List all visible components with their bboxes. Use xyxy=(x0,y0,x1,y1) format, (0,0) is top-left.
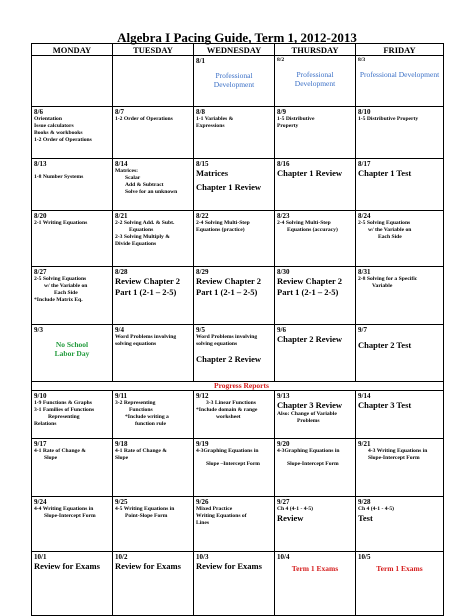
cell-text: Chapter 2 Test xyxy=(358,340,412,351)
cell-text: Orientation xyxy=(34,116,62,123)
cell-text: Writing Equations of xyxy=(196,513,247,520)
cell-text: *Include writing a xyxy=(125,414,169,421)
cell-text: Professional Development xyxy=(294,69,336,88)
cell-date: 10/2 xyxy=(115,553,128,561)
day-cell-8-8 xyxy=(194,107,275,159)
cell-text: solving equations xyxy=(115,341,157,348)
cell-text: Books & workbooks xyxy=(34,130,83,137)
day-cell-8-13 xyxy=(32,159,113,211)
cell-date: 9/11 xyxy=(115,392,128,400)
cell-text: Scalar xyxy=(125,175,141,182)
cell-date: 8/7 xyxy=(115,108,124,116)
day-cell-9-11 xyxy=(113,391,194,439)
day-cell-8-30 xyxy=(275,267,356,325)
cell-text: Professional Development xyxy=(213,71,255,90)
week-row-4 xyxy=(32,211,444,267)
cell-date: 9/21 xyxy=(358,440,371,448)
cell-text: Chapter 3 Review xyxy=(277,400,342,411)
cell-date: 8/14 xyxy=(115,160,128,168)
cell-text: Equations (accuracy) xyxy=(287,227,338,234)
cell-text: Ch 4 (4-1 - 4-5) xyxy=(358,506,395,513)
cell-text: Review Chapter 2 xyxy=(277,276,342,287)
day-cell-10-1 xyxy=(32,552,113,616)
day-cell-empty xyxy=(113,56,194,107)
cell-date: 9/3 xyxy=(34,326,43,334)
cell-text: Chapter 1 Review xyxy=(196,182,261,193)
cell-date: 8/9 xyxy=(277,108,286,116)
cell-date: 8/22 xyxy=(196,212,209,220)
cell-date: 8/17 xyxy=(358,160,371,168)
week-row-2 xyxy=(32,107,444,159)
cell-text: Problems xyxy=(297,417,320,424)
cell-date: 8/30 xyxy=(277,268,290,276)
cell-text: *Include domain & range xyxy=(196,407,258,414)
cell-text: function rule xyxy=(135,420,166,427)
cell-text: Divide Equations xyxy=(115,240,157,247)
day-cell-9-27 xyxy=(275,497,356,552)
day-cell-9-14 xyxy=(356,391,444,439)
cell-date: 8/13 xyxy=(34,160,47,168)
cell-date: 8/10 xyxy=(358,108,371,116)
cell-date: 8/20 xyxy=(34,212,47,220)
cell-text: Labor Day xyxy=(54,349,90,359)
cell-date: 8/3 xyxy=(358,57,366,63)
cell-text: Representing xyxy=(48,414,80,421)
cell-date: 8/8 xyxy=(196,108,205,116)
day-cell-8-29 xyxy=(194,267,275,325)
cell-date: 8/29 xyxy=(196,268,209,276)
cell-text: *Include Matrix Eq. xyxy=(34,296,83,303)
cell-date: 8/2 xyxy=(277,57,285,63)
day-cell-10-4 xyxy=(275,552,356,616)
day-cell-8-24 xyxy=(356,211,444,267)
day-cell-9-3 xyxy=(32,325,113,382)
cell-text: Property xyxy=(277,123,299,130)
cell-date: 9/14 xyxy=(358,392,371,400)
week-row-1 xyxy=(32,56,444,107)
cell-text: Review for Exams xyxy=(196,561,262,572)
cell-text: Add & Subtract xyxy=(125,182,164,189)
page-title: Algebra I Pacing Guide, Term 1, 2012-2013 xyxy=(117,30,357,45)
cell-text: 2-4 Solving Multi-Step xyxy=(196,220,250,227)
cell-text: 2-1 Writing Equations xyxy=(34,220,88,227)
cell-text: 4-4 Writing Equations in xyxy=(34,506,94,513)
cell-text: 1-8 Number Systems xyxy=(34,174,84,181)
cell-text: 2-4 Solving Multi-Step xyxy=(277,220,331,227)
cell-text: 1-1 Variables & xyxy=(196,116,234,123)
cell-text: Solve for an unknown xyxy=(125,188,178,195)
cell-text: Ch 4 (4-1 - 4-5) xyxy=(277,506,314,513)
day-cell-9-28 xyxy=(356,497,444,552)
day-cell-8-6 xyxy=(32,107,113,159)
cell-text: worksheet xyxy=(216,414,241,421)
cell-text: Expressions xyxy=(196,123,225,130)
cell-date: 9/12 xyxy=(196,392,209,400)
cell-text: Slope xyxy=(44,455,58,462)
cell-date: 9/10 xyxy=(34,392,47,400)
day-cell-9-12 xyxy=(194,391,275,439)
cell-text: Variable xyxy=(372,283,393,290)
day-cell-9-19 xyxy=(194,439,275,497)
cell-date: 9/17 xyxy=(34,440,47,448)
cell-text: Relations xyxy=(34,420,57,427)
cell-text: Chapter 1 Review xyxy=(277,168,342,179)
cell-text: Slope –Intercept Form xyxy=(206,461,260,468)
cell-text: Matrices: xyxy=(115,168,138,175)
day-cell-8-16 xyxy=(275,159,356,211)
cell-text: 4-3 Writing Equations in xyxy=(368,448,428,455)
cell-text: Equations xyxy=(129,227,154,234)
cell-text: Equations (practice) xyxy=(196,227,245,234)
header-thursday: THURSDAY xyxy=(275,44,356,56)
day-cell-8-15 xyxy=(194,159,275,211)
cell-date: 8/31 xyxy=(358,268,371,276)
cell-text: Chapter 1 Test xyxy=(358,168,412,179)
day-cell-8-20 xyxy=(32,211,113,267)
cell-text: 4-1 Rate of Change & xyxy=(34,448,86,455)
cell-text: Review for Exams xyxy=(34,561,100,572)
pacing-calendar-table xyxy=(31,43,444,616)
cell-date: 8/16 xyxy=(277,160,290,168)
cell-date: 10/5 xyxy=(358,553,371,561)
cell-date: 10/3 xyxy=(196,553,209,561)
cell-date: 8/15 xyxy=(196,160,209,168)
day-cell-9-17 xyxy=(32,439,113,497)
cell-date: 9/24 xyxy=(34,498,47,506)
day-cell-8-3 xyxy=(356,56,444,107)
cell-date: 9/5 xyxy=(196,326,205,334)
week-row-7 xyxy=(32,391,444,439)
week-row-3 xyxy=(32,159,444,211)
cell-text: Term 1 Exams xyxy=(376,564,423,574)
cell-date: 9/4 xyxy=(115,326,124,334)
cell-text: Part 1 (2-1 – 2-5) xyxy=(277,287,339,298)
cell-date: 8/28 xyxy=(115,268,128,276)
cell-text: Issue calculators xyxy=(34,123,74,130)
cell-text: 1-5 Distributive xyxy=(277,116,315,123)
day-cell-9-4 xyxy=(113,325,194,382)
header-tuesday: TUESDAY xyxy=(113,44,194,56)
cell-text: 1-2 Order of Operations xyxy=(115,116,173,123)
cell-text: 4-5 Writing Equations in xyxy=(115,506,175,513)
cell-date: 8/27 xyxy=(34,268,47,276)
day-cell-9-6 xyxy=(275,325,356,382)
week-row-9 xyxy=(32,497,444,552)
day-cell-8-23 xyxy=(275,211,356,267)
day-cell-9-5 xyxy=(194,325,275,382)
cell-date: 9/20 xyxy=(277,440,290,448)
cell-text: 4-3Graphing Equations in xyxy=(196,448,259,455)
cell-text: Slope-Intercept Form xyxy=(44,513,96,520)
cell-date: 9/27 xyxy=(277,498,290,506)
cell-text: Review for Exams xyxy=(115,561,181,572)
day-cell-9-26 xyxy=(194,497,275,552)
day-cell-8-10 xyxy=(356,107,444,159)
cell-date: 9/26 xyxy=(196,498,209,506)
day-cell-10-5 xyxy=(356,552,444,616)
header-friday: FRIDAY xyxy=(356,44,444,56)
cell-date: 9/13 xyxy=(277,392,290,400)
cell-text: Word Problems involving xyxy=(115,334,177,341)
cell-text: Slope xyxy=(115,455,129,462)
cell-text: Chapter 2 Review xyxy=(196,354,261,365)
day-cell-9-21 xyxy=(356,439,444,497)
cell-text: Matrices xyxy=(196,168,229,179)
cell-text: Mixed Practice xyxy=(196,506,233,513)
day-cell-8-9 xyxy=(275,107,356,159)
cell-date: 10/4 xyxy=(277,553,290,561)
cell-text: Test xyxy=(358,513,373,524)
cell-text: Term 1 Exams xyxy=(291,564,339,574)
cell-text: 2-2 Solving Add. & Subt. xyxy=(115,220,175,227)
cell-date: 8/21 xyxy=(115,212,128,220)
cell-text: solving equations xyxy=(196,341,238,348)
cell-text: Part 1 (2-1 – 2-5) xyxy=(115,287,177,298)
day-cell-8-27 xyxy=(32,267,113,325)
header-wednesday: WEDNESDAY xyxy=(194,44,275,56)
day-cell-9-24 xyxy=(32,497,113,552)
week-row-8 xyxy=(32,439,444,497)
cell-date: 9/18 xyxy=(115,440,128,448)
cell-text: 4-1 Rate of Change & xyxy=(115,448,167,455)
cell-text: Lines xyxy=(196,520,210,527)
cell-text: 1-2 Order of Operations xyxy=(34,136,92,143)
cell-text: Point-Slope Form xyxy=(125,513,168,520)
cell-text: Word Problems involving xyxy=(196,334,258,341)
cell-text: Review xyxy=(277,513,304,524)
cell-date: 10/1 xyxy=(34,553,47,561)
cell-text: 3-1 Families of Functions xyxy=(34,407,95,414)
cell-text: Slope-Intercept Form xyxy=(368,455,420,462)
cell-text: 4-3Graphing Equations in xyxy=(277,448,340,455)
cell-date: 8/1 xyxy=(196,57,205,65)
day-cell-9-20 xyxy=(275,439,356,497)
cell-date: 8/24 xyxy=(358,212,371,220)
day-cell-8-21 xyxy=(113,211,194,267)
day-cell-8-1 xyxy=(194,56,275,107)
day-cell-empty xyxy=(32,56,113,107)
cell-text: Functions xyxy=(129,407,153,414)
day-cell-9-7 xyxy=(356,325,444,382)
cell-date: 9/28 xyxy=(358,498,371,506)
header-monday: MONDAY xyxy=(32,44,113,56)
cell-text: Professional Development xyxy=(359,69,440,79)
progress-reports-label: Progress Reports xyxy=(214,381,269,390)
cell-text: Each Side xyxy=(378,234,402,241)
cell-text: No School xyxy=(55,340,89,350)
day-cell-10-3 xyxy=(194,552,275,616)
week-row-10 xyxy=(32,552,444,616)
cell-text: 2-8 Solving for a Specific xyxy=(358,276,418,283)
cell-text: 3-3 Linear Functions xyxy=(206,400,256,407)
day-cell-9-13 xyxy=(275,391,356,439)
cell-text: 2-5 Solving Equations xyxy=(34,276,87,283)
cell-text: Each Side xyxy=(54,290,78,297)
day-cell-9-25 xyxy=(113,497,194,552)
day-cell-8-17 xyxy=(356,159,444,211)
cell-date: 9/25 xyxy=(115,498,128,506)
cell-date: 9/6 xyxy=(277,326,286,334)
day-cell-8-14 xyxy=(113,159,194,211)
cell-date: 8/23 xyxy=(277,212,290,220)
day-cell-9-18 xyxy=(113,439,194,497)
cell-text: 3-2 Representing xyxy=(115,400,156,407)
progress-reports-row xyxy=(32,382,444,391)
cell-text: Part 1 (2-1 – 2-5) xyxy=(196,287,258,298)
cell-text: Chapter 3 Test xyxy=(358,400,412,411)
week-row-5 xyxy=(32,267,444,325)
cell-date: 9/19 xyxy=(196,440,209,448)
day-cell-8-31 xyxy=(356,267,444,325)
cell-date: 8/6 xyxy=(34,108,43,116)
cell-text: Also: Change of Variable xyxy=(277,411,337,418)
day-cell-8-22 xyxy=(194,211,275,267)
cell-text: Slope-Intercept Form xyxy=(287,461,339,468)
day-cell-8-28 xyxy=(113,267,194,325)
cell-text: 1-5 Distributive Property xyxy=(358,116,419,123)
cell-text: 2-3 Solving Multiply & xyxy=(115,234,170,241)
day-cell-8-2 xyxy=(275,56,356,107)
day-cell-9-10 xyxy=(32,391,113,439)
cell-text: Chapter 2 Review xyxy=(277,334,342,345)
cell-text: Review Chapter 2 xyxy=(115,276,180,287)
day-cell-8-7 xyxy=(113,107,194,159)
cell-text: 1-9 Functions & Graphs xyxy=(34,400,92,407)
cell-text: w/ the Variable on xyxy=(44,283,88,290)
week-row-6 xyxy=(32,325,444,382)
progress-reports-cell xyxy=(32,382,444,391)
day-header-row xyxy=(32,44,444,56)
cell-date: 9/7 xyxy=(358,326,367,334)
cell-text: w/ the Variable on xyxy=(368,227,412,234)
cell-text: 2-5 Solving Equations xyxy=(358,220,411,227)
day-cell-10-2 xyxy=(113,552,194,616)
cell-text: Review Chapter 2 xyxy=(196,276,261,287)
